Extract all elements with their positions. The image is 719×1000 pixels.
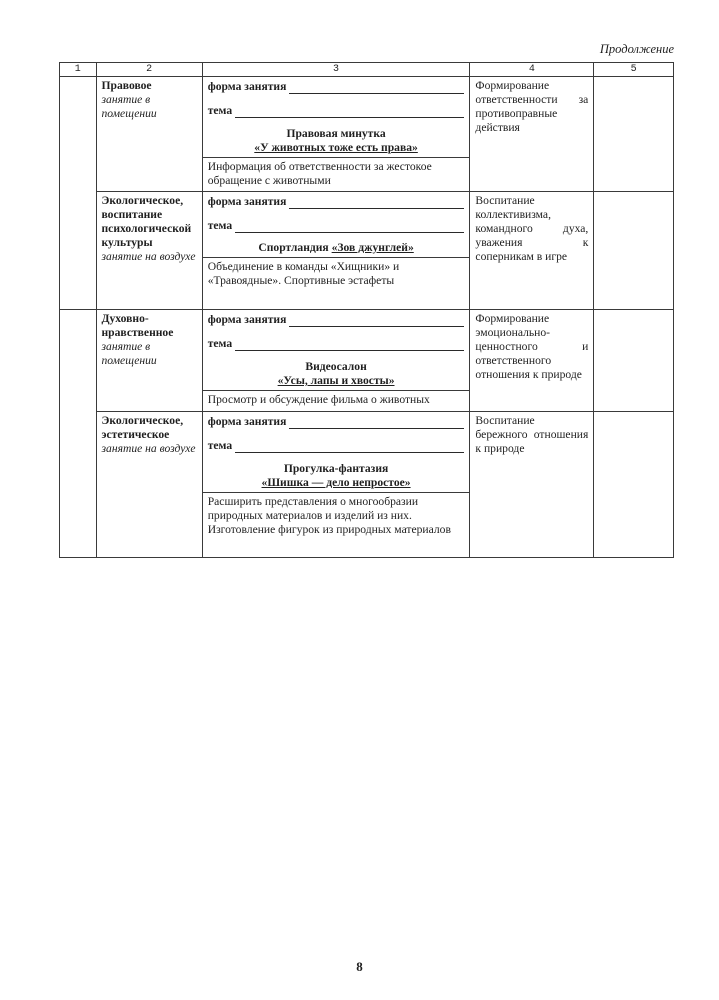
- direction: Экологическое, воспитание психологической культуры: [101, 194, 192, 249]
- activity-description: Информация об ответственности за жестокое обращение с животными: [203, 157, 470, 188]
- goal-text: Воспитание бережного отношения к природе: [475, 414, 589, 455]
- activity-cell: [202, 412, 470, 558]
- activity-description: Расширить представления о многообразии природных материалов и изделий из них. Изготовление фигурок из природных материалов: [203, 492, 470, 537]
- activity-description: Просмотр и обсуждение фильма о животных: [203, 390, 470, 407]
- topic-field-label: тема: [207, 219, 233, 232]
- row-group-cell: [60, 77, 97, 310]
- notes-cell: [594, 77, 674, 192]
- activity-type: Видеосалон: [305, 360, 367, 373]
- direction: Духовно-нравственное: [101, 312, 174, 339]
- form-field[interactable]: [208, 313, 465, 327]
- activity-cell: [202, 192, 470, 310]
- goal-text: Воспитание коллективизма, командного духа, уважения к соперникам в игре: [475, 194, 589, 263]
- activity-name: «Усы, лапы и хвосты»: [277, 374, 395, 387]
- topic-field-blank[interactable]: [235, 221, 464, 233]
- direction: Правовое: [101, 79, 152, 92]
- form-field[interactable]: [208, 195, 465, 209]
- form-field-blank[interactable]: [289, 417, 464, 429]
- table-row: [60, 412, 674, 558]
- activity-name: «Шишка — дело непростое»: [261, 476, 411, 489]
- table-row: [60, 192, 674, 310]
- row-group-cell: [60, 310, 97, 558]
- activity-cell: [202, 310, 470, 412]
- continuation-label: Продолжение: [599, 42, 674, 56]
- goal-cell: [470, 412, 594, 558]
- lesson-plan-table: [59, 62, 674, 558]
- goal-cell: [470, 310, 594, 412]
- form-field-label: форма занятия: [207, 195, 287, 208]
- direction: Экологическое, эстетическое: [101, 414, 184, 441]
- notes-cell: [594, 412, 674, 558]
- form-field[interactable]: [208, 80, 465, 94]
- activity-type: Прогулка-фантазия: [283, 462, 389, 475]
- form-field[interactable]: [208, 415, 465, 429]
- activity-kind: занятие на воздухе: [101, 442, 196, 455]
- topic-field[interactable]: [208, 104, 465, 118]
- form-field-blank[interactable]: [289, 197, 464, 209]
- notes-cell: [594, 192, 674, 310]
- topic-field-label: тема: [207, 104, 233, 117]
- table-row: [60, 310, 674, 412]
- activity-name: «У животных тоже есть права»: [254, 141, 418, 154]
- column-number-4: 4: [470, 63, 594, 77]
- activity-type: Правовая минутка: [286, 127, 386, 140]
- topic-field-blank[interactable]: [235, 441, 464, 453]
- form-field-label: форма занятия: [207, 80, 287, 93]
- activity-kind: занятие на воздухе: [101, 250, 196, 263]
- goal-cell: [470, 77, 594, 192]
- column-number-5: 5: [594, 63, 674, 77]
- direction-cell: [96, 310, 202, 412]
- form-field-blank[interactable]: [289, 315, 464, 327]
- goal-cell: [470, 192, 594, 310]
- direction-cell: [96, 192, 202, 310]
- activity-kind: занятие в помещении: [101, 93, 157, 120]
- form-field-blank[interactable]: [289, 82, 464, 94]
- topic-field[interactable]: [208, 439, 465, 453]
- activity-kind: занятие в помещении: [101, 340, 157, 367]
- activity-description: Объединение в команды «Хищники» и «Травоядные». Спортивные эстафеты: [203, 257, 470, 288]
- topic-field[interactable]: [208, 219, 465, 233]
- goal-text: Формирование эмоционально-ценностного и ответственного отношения к природе: [475, 312, 589, 381]
- column-number-row: [60, 63, 674, 77]
- topic-field[interactable]: [208, 337, 465, 351]
- column-number-3: 3: [202, 63, 470, 77]
- topic-field-blank[interactable]: [235, 339, 464, 351]
- activity-name: Спортландия «Зов джунглей»: [258, 241, 414, 254]
- goal-text: Формирование ответственности за противоправные действия: [475, 79, 589, 134]
- topic-field-label: тема: [207, 337, 233, 350]
- topic-field-label: тема: [207, 439, 233, 452]
- activity-cell: [202, 77, 470, 192]
- table-row: [60, 77, 674, 192]
- column-number-2: 2: [96, 63, 202, 77]
- form-field-label: форма занятия: [207, 313, 287, 326]
- page-number: 8: [356, 959, 363, 974]
- direction-cell: [96, 77, 202, 192]
- notes-cell: [594, 310, 674, 412]
- column-number-1: 1: [60, 63, 97, 77]
- direction-cell: [96, 412, 202, 558]
- activity-type: Спортландия: [258, 241, 329, 254]
- form-field-label: форма занятия: [207, 415, 287, 428]
- topic-field-blank[interactable]: [235, 106, 464, 118]
